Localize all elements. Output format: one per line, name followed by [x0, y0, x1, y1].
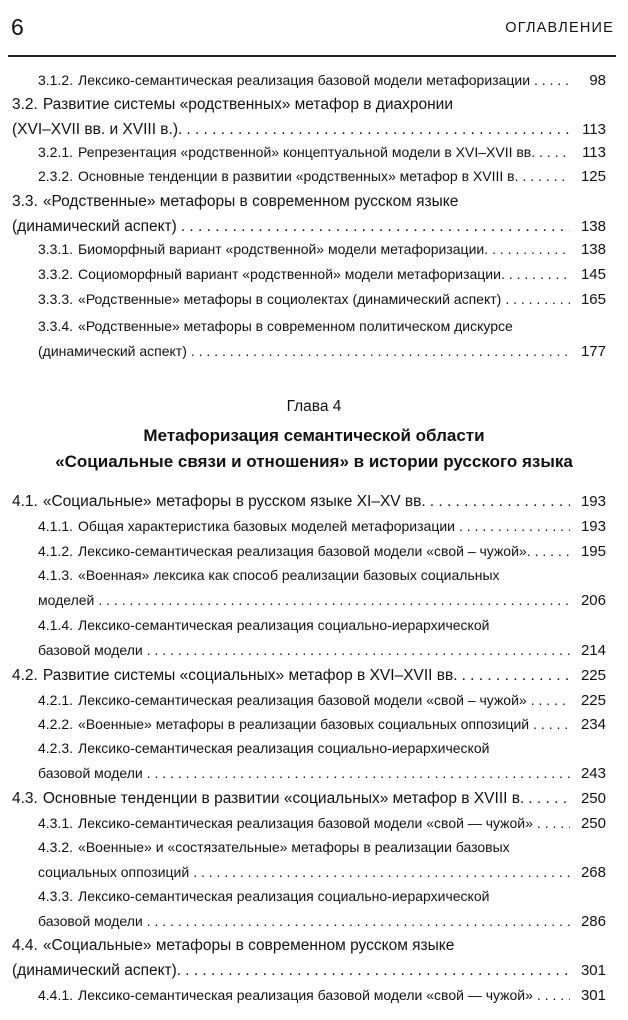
toc-entry-title [38, 168, 518, 184]
toc-entry-title [12, 193, 458, 211]
toc-entry[interactable] [38, 291, 606, 316]
toc-entry-line [12, 667, 606, 692]
chapter-label: Глава 4 [286, 398, 342, 415]
toc-entry-line [12, 790, 606, 815]
toc-page-number: 243 [580, 765, 606, 782]
toc-entry-line [38, 343, 606, 368]
toc-entry[interactable] [38, 815, 606, 840]
toc-entry-text: Лексико-семантическая реализация базовой модели «свой — чужой» [78, 815, 533, 831]
toc-entry-number: 3.2. [12, 96, 38, 113]
toc-entry-line [12, 96, 606, 121]
leader-dots [462, 667, 570, 685]
toc-entry-line [12, 121, 606, 146]
leader-dots [430, 493, 570, 511]
toc-entry[interactable] [38, 888, 606, 938]
leader-dots [147, 913, 570, 929]
toc-entry-text: базовой модели [38, 765, 143, 781]
toc-entry-text: Биоморфный вариант «родственной» модели метафоризации. [78, 241, 489, 257]
leader-dots [535, 543, 570, 559]
toc-entry-line [12, 218, 606, 243]
toc-entry-line [38, 543, 606, 568]
toc-entry-title [12, 790, 524, 808]
leader-dots [533, 716, 570, 732]
toc-entry-line [38, 740, 606, 765]
toc-entry-title [38, 518, 455, 534]
toc-entry-number: 4.1. [12, 493, 38, 510]
toc-entry-title [38, 987, 533, 1003]
toc-entry-number: 3.3. [12, 193, 38, 210]
toc-entry[interactable] [12, 937, 606, 987]
toc-page-number: 165 [580, 291, 606, 308]
leader-dots [459, 518, 570, 534]
toc-page-number: 301 [580, 987, 606, 1004]
leader-dots [537, 987, 570, 1003]
toc-page-number: 250 [580, 790, 606, 807]
toc-entry-title [38, 839, 510, 855]
toc-entry-number: 4.1.1. [38, 518, 74, 534]
running-title: ОГЛАВЛЕНИЕ [505, 20, 614, 36]
toc-page-number: 301 [580, 962, 606, 979]
leader-dots [193, 864, 570, 880]
toc-entry-line [38, 913, 606, 938]
leader-dots [147, 765, 570, 781]
toc-entry-title [12, 667, 458, 685]
leader-dots [531, 692, 570, 708]
toc-entry-title [38, 913, 143, 929]
toc-entry[interactable] [38, 543, 606, 568]
toc-entry-number: 4.2.2. [38, 716, 74, 732]
toc-entry-title [38, 72, 530, 88]
toc-entry-line [38, 266, 606, 291]
toc-entry-title [12, 493, 426, 511]
toc-entry-text: (динамический аспект). [12, 962, 182, 979]
toc-entry[interactable] [38, 987, 606, 1012]
toc-entry-title [38, 815, 533, 831]
toc-entry[interactable] [38, 716, 606, 741]
toc-entry[interactable] [38, 168, 606, 193]
toc-entry-text: «Родственные» метафоры в современном политическом дискурсе [78, 318, 513, 334]
toc-entry[interactable] [38, 617, 606, 667]
toc-entry-number: 3.2.1. [38, 144, 74, 160]
leader-dots [505, 291, 570, 307]
toc-page-number: 125 [580, 168, 606, 185]
toc-entry-line [38, 291, 606, 316]
toc-entry-text: Репрезентация «родственной» концептуальной модели в XVI–XVII вв. [78, 144, 536, 160]
toc-entry[interactable] [38, 740, 606, 790]
toc-entry-line [38, 168, 606, 193]
toc-page-number: 234 [580, 716, 606, 733]
toc-page-number: 193 [580, 493, 606, 510]
toc-entry-text: Лексико-семантическая реализация базовой модели «свой – чужой» [78, 692, 527, 708]
toc-entry-line [12, 937, 606, 962]
toc-entry[interactable] [38, 318, 606, 368]
toc-entry-number: 4.1.4. [38, 617, 74, 633]
toc-entry-text: «Военная» лексика как способ реализации базовых социальных [78, 567, 500, 583]
leader-dots [186, 121, 570, 139]
toc-entry-text: Основные тенденции в развитии «родственных» метафор в XVIII в. [78, 168, 519, 184]
toc-entry-title [38, 343, 187, 359]
toc-entry-text: Лексико-семантическая реализация базовой модели «свой – чужой». [78, 543, 531, 559]
toc-entry-line [38, 839, 606, 864]
toc-page-number: 138 [580, 218, 606, 235]
toc-entry[interactable] [38, 839, 606, 889]
toc-entry-title [38, 543, 531, 559]
toc-entry-line [38, 241, 606, 266]
toc-page-number: 225 [580, 667, 606, 684]
toc-entry-text: базовой модели [38, 642, 143, 658]
toc-entry-text: социальных оппозиций [38, 864, 190, 880]
toc-entry[interactable] [38, 266, 606, 291]
toc-entry-number: 4.4.1. [38, 987, 74, 1003]
toc-entry-number: 4.2.3. [38, 740, 74, 756]
toc-entry-line [38, 144, 606, 169]
toc-entry-title [12, 962, 181, 980]
toc-entry-number: 4.4. [12, 937, 38, 954]
toc-entry[interactable] [12, 96, 606, 146]
header-rule [8, 55, 616, 57]
toc-entry-line [38, 592, 606, 617]
toc-page-number: 195 [580, 543, 606, 560]
toc-entry-line [38, 987, 606, 1012]
toc-entry-text: (XVI–XVII вв. и XVIII в.). [12, 121, 183, 138]
leader-dots [522, 168, 570, 184]
leader-dots [181, 218, 570, 236]
toc-page-number: 113 [582, 144, 606, 161]
toc-entry-title [38, 642, 143, 658]
toc-entry-text: «Военные» и «состязательные» метафоры в реализации базовых [78, 839, 510, 855]
toc-page-number: 138 [580, 241, 606, 258]
toc-entry[interactable] [38, 72, 606, 97]
toc-entry-text: моделей [38, 592, 95, 608]
toc-entry-title [38, 692, 527, 708]
toc-entry-text: Развитие системы «родственных» метафор в диахронии [42, 96, 453, 113]
toc-entry-title [38, 617, 489, 633]
toc-entry-title [38, 864, 189, 880]
toc-entry-text: Общая характеристика базовых моделей метафоризации [78, 518, 455, 534]
leader-dots [509, 266, 570, 282]
toc-entry-line [12, 193, 606, 218]
leader-dots [147, 642, 570, 658]
toc-entry-text: Лексико-семантическая реализация социально-иерархической [78, 617, 490, 633]
toc-page-number: 113 [582, 121, 606, 138]
toc-page-number: 193 [580, 518, 606, 535]
toc-entry-text: «Военные» метафоры в реализации базовых социальных оппозиций [78, 716, 530, 732]
toc-page-number: 98 [589, 72, 606, 89]
toc-page-number: 268 [580, 864, 606, 881]
toc-entry-number: 4.3. [12, 790, 38, 807]
leader-dots [98, 592, 570, 608]
toc-page-number: 214 [580, 642, 606, 659]
toc-entry-line [38, 716, 606, 741]
toc-entry-text: «Родственные» метафоры в социолектах (динамический аспект) [78, 291, 502, 307]
toc-entry-number: 4.1.3. [38, 567, 74, 583]
toc-entry-text: (динамический аспект) [38, 343, 187, 359]
leader-dots [528, 790, 570, 808]
toc-entry-title [38, 567, 500, 583]
toc-entry-text: Основные тенденции в развитии «социальных» метафор в XVIII в. [42, 790, 525, 807]
leader-dots [539, 144, 570, 160]
toc-entry-title [38, 318, 513, 334]
leader-dots [537, 815, 570, 831]
toc-entry-number: 3.3.3. [38, 291, 74, 307]
toc-entry-line [38, 888, 606, 913]
toc-entry-text: (динамический аспект) [12, 218, 177, 235]
toc-entry-line [12, 962, 606, 987]
toc-entry-title [38, 291, 501, 307]
toc-entry-number: 4.2. [12, 667, 38, 684]
toc-entry-title [38, 888, 489, 904]
toc-entry-title [38, 592, 94, 608]
toc-entry-line [12, 493, 606, 518]
toc-entry-number: 4.3.3. [38, 888, 74, 904]
toc-entry-line [38, 642, 606, 667]
toc-entry-line [38, 815, 606, 840]
leader-dots [492, 241, 570, 257]
toc-entry-line [38, 318, 606, 343]
toc-entry[interactable] [38, 518, 606, 543]
toc-entry-line [38, 518, 606, 543]
toc-entry-number: 2.3.2. [38, 168, 74, 184]
toc-entry-number: 3.3.2. [38, 266, 74, 282]
toc-entry-number: 4.3.1. [38, 815, 74, 831]
leader-dots [185, 962, 570, 980]
toc-entry-title [38, 740, 489, 756]
toc-entry[interactable] [12, 667, 606, 692]
toc-entry-title [12, 121, 182, 139]
toc-page-number: 206 [580, 592, 606, 609]
toc-entry-text: Развитие системы «социальных» метафор в XVI–XVII вв. [42, 667, 458, 684]
toc-entry-title [38, 266, 505, 282]
toc-entry-number: 3.1.2. [38, 72, 74, 88]
toc-entry-text: «Родственные» метафоры в современном русском языке [42, 193, 459, 210]
toc-entry-number: 4.2.1. [38, 692, 74, 708]
toc-entry[interactable] [38, 692, 606, 717]
toc-entry-text: «Социальные» метафоры в современном русском языке [42, 937, 455, 954]
toc-entry-line [38, 864, 606, 889]
toc-page-number: 225 [580, 692, 606, 709]
toc-entry-text: Лексико-семантическая реализация базовой модели метафоризации [78, 72, 531, 88]
toc-entry-text: «Социальные» метафоры в русском языке XI–XV вв. [42, 493, 426, 510]
toc-entry-text: Лексико-семантическая реализация базовой модели «свой — чужой» [78, 987, 533, 1003]
leader-dots [534, 72, 570, 88]
toc-page-number: 250 [580, 815, 606, 832]
toc-entry-line [38, 692, 606, 717]
leader-dots [191, 343, 570, 359]
page-number: 6 [11, 14, 24, 40]
toc-entry[interactable] [38, 144, 606, 169]
toc-page-number: 145 [580, 266, 606, 283]
toc-entry-number: 4.1.2. [38, 543, 74, 559]
toc-entry-title [38, 716, 529, 732]
toc-entry-line [38, 617, 606, 642]
toc-entry-line [38, 567, 606, 592]
toc-entry[interactable] [38, 241, 606, 266]
chapter-title-line-2: «Социальные связи и отношения» в истории русского языка [55, 452, 573, 471]
toc-entry-title [12, 937, 454, 955]
toc-entry[interactable] [12, 493, 606, 518]
toc-entry-title [38, 144, 535, 160]
toc-entry-text: Лексико-семантическая реализация социально-иерархической [78, 888, 490, 904]
toc-entry-number: 4.3.2. [38, 839, 74, 855]
toc-entry[interactable] [12, 193, 606, 243]
toc-entry-text: Социоморфный вариант «родственной» модели метафоризации. [78, 266, 505, 282]
toc-entry-title [38, 241, 488, 257]
toc-entry-title [38, 765, 143, 781]
toc-entry-number: 3.3.4. [38, 318, 74, 334]
chapter-title-line-1: Метафоризация семантической области [143, 426, 485, 445]
toc-entry[interactable] [38, 567, 606, 617]
toc-page-number: 177 [580, 343, 606, 360]
toc-entry-text: Лексико-семантическая реализация социально-иерархической [78, 740, 490, 756]
toc-entry-line [38, 765, 606, 790]
toc-page-number: 286 [580, 913, 606, 930]
toc-entry[interactable] [12, 790, 606, 815]
toc-entry-title [12, 218, 177, 236]
toc-entry-line [38, 72, 606, 97]
toc-entry-text: базовой модели [38, 913, 143, 929]
toc-entry-number: 3.3.1. [38, 241, 74, 257]
toc-entry-title [12, 96, 453, 114]
